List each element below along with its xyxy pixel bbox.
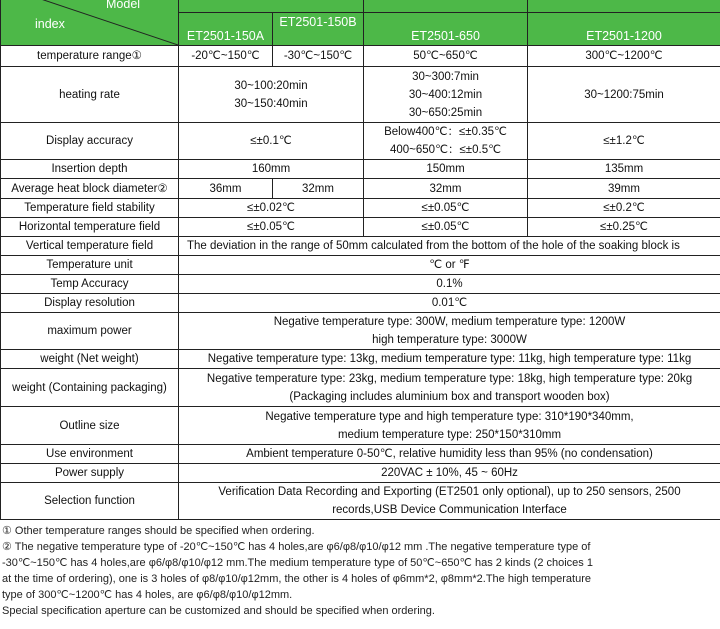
- model-label: Model: [106, 0, 141, 11]
- value-line: 0.1%: [436, 278, 463, 290]
- spec-value: [179, 407, 720, 445]
- spec-value: [179, 275, 720, 294]
- spec-row: [1, 294, 720, 313]
- spec-row: [1, 483, 720, 520]
- row-label: Display accuracy: [1, 123, 179, 160]
- spec-row: [1, 407, 720, 445]
- row-label: heating rate: [1, 67, 179, 123]
- spec-value: [179, 464, 720, 483]
- value-line: 36mm: [209, 182, 242, 195]
- value-line: 160mm: [251, 163, 291, 175]
- model-et2501-1200: ET2501-1200: [528, 13, 720, 46]
- header-group-negative: [179, 0, 364, 13]
- footnote-line: ① Other temperature ranges should be specified when ordering.: [2, 525, 315, 537]
- spec-value: [179, 313, 720, 350]
- value-line: medium temperature type: 250*150*310mm: [337, 428, 562, 441]
- spec-row: [1, 123, 720, 160]
- spec-value: [179, 369, 720, 407]
- value-line: high temperature type: 3000W: [372, 334, 527, 346]
- spec-row: [1, 275, 720, 294]
- footnote-line: Special specification aperture can be customized and should be specified when ordering.: [2, 605, 435, 617]
- row-label: Insertion depth: [1, 160, 179, 179]
- spec-value: [364, 199, 528, 218]
- row-label: Horizontal temperature field: [1, 218, 179, 237]
- footnote-line: type of 300℃~1200℃ has 4 holes, are φ6/φ8/φ10/φ12mm.: [2, 589, 293, 601]
- spec-value: [179, 67, 364, 123]
- value-line: Negative temperature type and high temperature type: 310*190*340mm,: [265, 410, 634, 423]
- row-label: Outline size: [1, 407, 179, 445]
- spec-row: [1, 179, 720, 199]
- row-label: Power supply: [1, 464, 179, 483]
- value-line: (Packaging includes aluminium box and transport wooden box): [289, 390, 610, 403]
- spec-row: [1, 237, 720, 256]
- spec-row: [1, 464, 720, 483]
- spec-value: [364, 160, 528, 179]
- spec-value: [179, 199, 364, 218]
- row-label: Temperature unit: [1, 256, 179, 275]
- spec-row: [1, 369, 720, 407]
- value-line: ≤±0.1℃: [250, 135, 292, 147]
- value-line: Below400℃：≤±0.35℃: [384, 126, 507, 138]
- value-line: ≤±0.05℃: [421, 202, 470, 214]
- model-et2501-150b: ET2501-150B: [273, 13, 364, 46]
- spec-row: [1, 445, 720, 464]
- spec-value: [364, 123, 528, 160]
- value-line: ≤±1.2℃: [603, 135, 645, 147]
- spec-value: [528, 218, 720, 237]
- value-line: 30~300:7min: [412, 70, 479, 83]
- value-line: 30~650:25min: [408, 106, 483, 119]
- value-line: ≤±0.25℃: [600, 221, 648, 233]
- spec-value: [364, 67, 528, 123]
- spec-value: [179, 237, 720, 256]
- spec-value: [179, 350, 720, 369]
- value-line: Negative temperature type: 23kg, medium temperature type: 18kg, high temperature type: 20kg: [206, 372, 693, 385]
- header-group-medium: [364, 0, 528, 13]
- header-group-high: [528, 0, 720, 13]
- spec-row: [1, 199, 720, 218]
- spec-value: [528, 67, 720, 123]
- spec-row: [1, 218, 720, 237]
- spec-row: [1, 350, 720, 369]
- spec-row: [1, 67, 720, 123]
- row-label: Temperature field stability: [1, 199, 179, 218]
- row-label: maximum power: [1, 313, 179, 350]
- spec-value: [179, 160, 364, 179]
- spec-value: [179, 294, 720, 313]
- value-line: 30~150:40min: [234, 97, 308, 110]
- row-label: weight (Containing packaging): [1, 369, 179, 407]
- value-line: Verification Data Recording and Exporting (ET2501 only optional), up to 250 sensors, 2500: [218, 486, 681, 498]
- value-line: 30~1200:75min: [584, 88, 664, 101]
- value-line: Ambient temperature 0-50℃, relative humidity less than 95% (no condensation): [246, 448, 653, 460]
- value-line: -30℃~150℃: [283, 50, 353, 62]
- footnote-line: at the time of ordering), one is 3 holes of φ8/φ10/φ12mm, the other is 4 holes of φ6mm*2, φ8mm*2.The high temperature: [2, 573, 592, 585]
- spec-value: [179, 218, 364, 237]
- value-line: 32mm: [429, 182, 462, 195]
- model-et2501-650: ET2501-650: [364, 13, 528, 46]
- value-line: 30~400:12min: [408, 88, 483, 101]
- spec-value: [179, 483, 720, 520]
- model-et2501-150a: ET2501-150A: [179, 13, 273, 46]
- value-line: 220VAC ± 10%, 45 ~ 60Hz: [381, 467, 518, 479]
- value-line: ℃ or ℉: [429, 259, 470, 271]
- value-line: Negative temperature type: 300W, medium temperature type: 1200W: [273, 316, 626, 328]
- spec-value: [364, 46, 528, 67]
- value-line: The deviation in the range of 50mm calculated from the bottom of the hole of the soaking block is: [187, 240, 680, 252]
- footnote-line: ② The negative temperature type of -20℃~150℃ has 4 holes,are φ6/φ8/φ10/φ12 mm .The negative temperature type of: [2, 541, 591, 553]
- spec-row: [1, 160, 720, 179]
- spec-value: [528, 199, 720, 218]
- spec-value: [528, 123, 720, 160]
- value-line: 0.01℃: [431, 297, 468, 309]
- value-line: ≤±0.02℃: [247, 202, 295, 214]
- spec-value: [179, 179, 273, 199]
- spec-value: [179, 46, 273, 67]
- value-line: ≤±0.05℃: [421, 221, 470, 233]
- value-line: 50℃~650℃: [413, 50, 478, 62]
- spec-value: [528, 160, 720, 179]
- spec-row: [1, 313, 720, 350]
- value-line: ≤±0.2℃: [603, 202, 645, 214]
- header-corner: [1, 0, 179, 46]
- value-line: 30~100:20min: [234, 79, 308, 92]
- spec-value: [364, 179, 528, 199]
- spec-row: [1, 256, 720, 275]
- spec-value: [364, 218, 528, 237]
- footnotes: [0, 520, 720, 622]
- spec-value: [179, 445, 720, 464]
- value-line: 32mm: [302, 182, 334, 195]
- value-line: records,USB Device Communication Interface: [332, 504, 567, 516]
- row-label: weight (Net weight): [1, 350, 179, 369]
- row-label: Use environment: [1, 445, 179, 464]
- index-label: index: [35, 17, 65, 31]
- spec-value: [179, 256, 720, 275]
- value-line: Negative temperature type: 13kg, medium temperature type: 11kg, high temperature type: 11kg: [207, 353, 692, 365]
- value-line: 135mm: [604, 163, 644, 175]
- footnote-line: -30℃~150℃ has 4 holes,are φ6/φ8/φ10/φ12 mm.The medium temperature type of 50℃~650℃ has 2 kinds (2 choices 1: [2, 557, 593, 569]
- row-label: temperature range①: [1, 46, 179, 67]
- spec-value: [273, 179, 364, 199]
- spec-value: [528, 179, 720, 199]
- row-label: Selection function: [1, 483, 179, 520]
- row-label: Display resolution: [1, 294, 179, 313]
- value-line: 400~650℃：≤±0.5℃: [389, 144, 502, 156]
- spec-row: [1, 46, 720, 67]
- value-line: 300℃~1200℃: [585, 50, 663, 62]
- value-line: ≤±0.05℃: [247, 221, 295, 233]
- value-line: 150mm: [426, 163, 465, 175]
- row-label: Temp Accuracy: [1, 275, 179, 294]
- row-label: Average heat block diameter②: [1, 179, 179, 199]
- value-line: -20℃~150℃: [191, 50, 260, 62]
- spec-value: [179, 123, 364, 160]
- value-line: 39mm: [608, 182, 640, 195]
- spec-value: [528, 46, 720, 67]
- spec-value: [273, 46, 364, 67]
- row-label: Vertical temperature field: [1, 237, 179, 256]
